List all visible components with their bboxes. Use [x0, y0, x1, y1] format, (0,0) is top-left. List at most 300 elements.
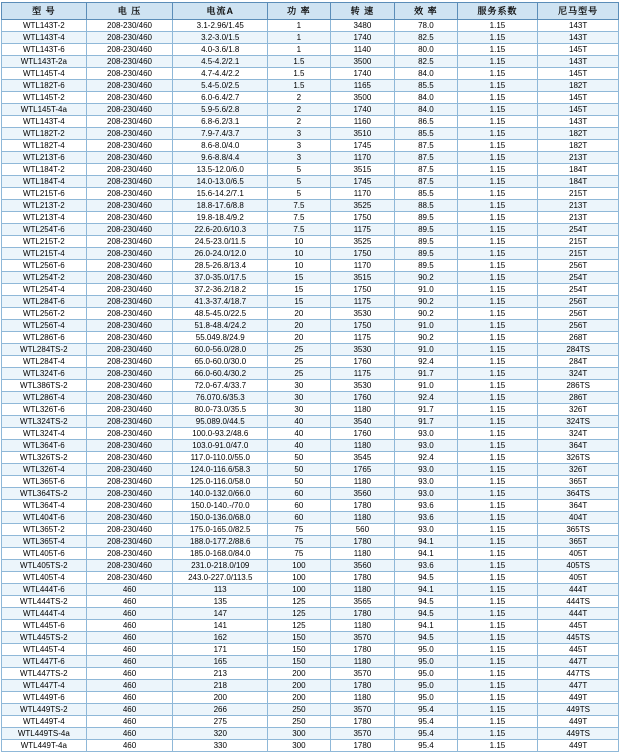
table-row [2, 284, 619, 296]
cell-speed: 3560 [330, 560, 395, 572]
table-row [2, 596, 619, 608]
cell-speed: 1140 [330, 44, 395, 56]
column-header-service-factor: 服务系数 [457, 3, 538, 20]
cell-power: 5 [268, 176, 331, 188]
cell-power: 200 [268, 680, 331, 692]
cell-current: 4.5-4.2/2.1 [173, 56, 268, 68]
cell-current: 80.0-73.0/35.5 [173, 404, 268, 416]
cell-speed: 1780 [330, 500, 395, 512]
cell-voltage: 460 [86, 740, 173, 752]
cell-efficiency: 94.1 [395, 620, 458, 632]
cell-current: 243.0-227.0/113.5 [173, 572, 268, 584]
cell-nema-model: 256T [538, 320, 619, 332]
cell-speed: 1750 [330, 212, 395, 224]
cell-service-factor: 1.15 [457, 644, 538, 656]
cell-power: 10 [268, 236, 331, 248]
cell-voltage: 208-230/460 [86, 104, 173, 116]
cell-speed: 1780 [330, 680, 395, 692]
cell-efficiency: 87.5 [395, 140, 458, 152]
cell-model: WTL404T-6 [2, 512, 87, 524]
cell-current: 14.0-13.0/6.5 [173, 176, 268, 188]
cell-current: 150.0-136.0/68.0 [173, 512, 268, 524]
cell-model: WTL182T-6 [2, 80, 87, 92]
cell-nema-model: 256T [538, 308, 619, 320]
cell-service-factor: 1.15 [457, 56, 538, 68]
cell-nema-model: 444TS [538, 596, 619, 608]
cell-speed: 1170 [330, 260, 395, 272]
cell-voltage: 460 [86, 656, 173, 668]
cell-nema-model: 256T [538, 296, 619, 308]
cell-efficiency: 95.0 [395, 656, 458, 668]
cell-power: 15 [268, 272, 331, 284]
column-header-voltage: 电 压 [86, 3, 173, 20]
cell-current: 76.070.6/35.3 [173, 392, 268, 404]
cell-power: 100 [268, 572, 331, 584]
cell-voltage: 208-230/460 [86, 44, 173, 56]
cell-efficiency: 91.7 [395, 416, 458, 428]
table-row [2, 128, 619, 140]
cell-efficiency: 95.4 [395, 740, 458, 752]
cell-power: 15 [268, 284, 331, 296]
cell-speed: 1170 [330, 152, 395, 164]
cell-nema-model: 284T [538, 356, 619, 368]
cell-nema-model: 364T [538, 500, 619, 512]
table-row [2, 452, 619, 464]
cell-voltage: 208-230/460 [86, 332, 173, 344]
cell-nema-model: 449TS [538, 728, 619, 740]
cell-efficiency: 86.5 [395, 116, 458, 128]
cell-speed: 1760 [330, 428, 395, 440]
cell-model: WTL449T-4a [2, 740, 87, 752]
cell-service-factor: 1.15 [457, 692, 538, 704]
cell-service-factor: 1.15 [457, 356, 538, 368]
cell-model: WTL215T-4 [2, 248, 87, 260]
cell-current: 100.0-93.2/48.6 [173, 428, 268, 440]
table-row [2, 200, 619, 212]
cell-voltage: 208-230/460 [86, 308, 173, 320]
cell-service-factor: 1.15 [457, 104, 538, 116]
cell-speed: 1765 [330, 464, 395, 476]
cell-service-factor: 1.15 [457, 152, 538, 164]
cell-model: WTL326T-6 [2, 404, 87, 416]
cell-model: WTL405TS-2 [2, 560, 87, 572]
cell-voltage: 460 [86, 644, 173, 656]
cell-current: 72.0-67.4/33.7 [173, 380, 268, 392]
cell-model: WTL405T-4 [2, 572, 87, 584]
cell-model: WTL444T-4 [2, 608, 87, 620]
cell-speed: 1165 [330, 80, 395, 92]
cell-current: 41.3-37.4/18.7 [173, 296, 268, 308]
cell-power: 20 [268, 308, 331, 320]
cell-power: 125 [268, 608, 331, 620]
cell-speed: 1760 [330, 356, 395, 368]
cell-power: 100 [268, 584, 331, 596]
cell-model: WTL326T-4 [2, 464, 87, 476]
cell-service-factor: 1.15 [457, 32, 538, 44]
cell-nema-model: 445T [538, 620, 619, 632]
cell-current: 6.0-6.4/2.7 [173, 92, 268, 104]
cell-nema-model: 254T [538, 284, 619, 296]
cell-power: 50 [268, 464, 331, 476]
cell-efficiency: 89.5 [395, 212, 458, 224]
cell-power: 1 [268, 20, 331, 32]
cell-current: 37.2-36.2/18.2 [173, 284, 268, 296]
cell-voltage: 208-230/460 [86, 212, 173, 224]
cell-current: 218 [173, 680, 268, 692]
cell-model: WTL324T-4 [2, 428, 87, 440]
cell-efficiency: 94.5 [395, 608, 458, 620]
cell-current: 124.0-116.6/58.3 [173, 464, 268, 476]
cell-power: 75 [268, 524, 331, 536]
cell-power: 200 [268, 692, 331, 704]
cell-service-factor: 1.15 [457, 344, 538, 356]
cell-current: 15.6-14.2/7.1 [173, 188, 268, 200]
cell-speed: 1780 [330, 536, 395, 548]
cell-speed: 3570 [330, 632, 395, 644]
cell-efficiency: 93.6 [395, 560, 458, 572]
cell-efficiency: 91.0 [395, 320, 458, 332]
cell-voltage: 460 [86, 680, 173, 692]
cell-efficiency: 93.0 [395, 488, 458, 500]
cell-voltage: 208-230/460 [86, 428, 173, 440]
cell-voltage: 460 [86, 668, 173, 680]
cell-service-factor: 1.15 [457, 716, 538, 728]
cell-voltage: 208-230/460 [86, 68, 173, 80]
cell-service-factor: 1.15 [457, 380, 538, 392]
table-row [2, 572, 619, 584]
table-row [2, 464, 619, 476]
table-row [2, 392, 619, 404]
table-row [2, 224, 619, 236]
cell-model: WTL405T-6 [2, 548, 87, 560]
cell-nema-model: 405T [538, 548, 619, 560]
cell-nema-model: 365TS [538, 524, 619, 536]
cell-voltage: 208-230/460 [86, 368, 173, 380]
cell-nema-model: 449T [538, 716, 619, 728]
cell-speed: 3570 [330, 704, 395, 716]
cell-service-factor: 1.15 [457, 572, 538, 584]
cell-nema-model: 447TS [538, 668, 619, 680]
cell-speed: 1760 [330, 392, 395, 404]
cell-voltage: 460 [86, 620, 173, 632]
cell-speed: 3530 [330, 308, 395, 320]
cell-service-factor: 1.15 [457, 284, 538, 296]
table-row [2, 248, 619, 260]
table-row [2, 80, 619, 92]
cell-voltage: 460 [86, 692, 173, 704]
cell-power: 200 [268, 668, 331, 680]
cell-efficiency: 91.7 [395, 404, 458, 416]
cell-efficiency: 78.0 [395, 20, 458, 32]
cell-service-factor: 1.15 [457, 176, 538, 188]
cell-current: 66.0-60.4/30.2 [173, 368, 268, 380]
cell-model: WTL286T-6 [2, 332, 87, 344]
cell-efficiency: 89.5 [395, 224, 458, 236]
table-row [2, 320, 619, 332]
cell-nema-model: 143T [538, 56, 619, 68]
cell-nema-model: 286T [538, 392, 619, 404]
cell-speed: 1780 [330, 644, 395, 656]
cell-speed: 3480 [330, 20, 395, 32]
cell-voltage: 208-230/460 [86, 416, 173, 428]
cell-speed: 3500 [330, 56, 395, 68]
table-row [2, 728, 619, 740]
table-row [2, 308, 619, 320]
cell-current: 6.8-6.2/3.1 [173, 116, 268, 128]
table-row [2, 476, 619, 488]
cell-power: 30 [268, 404, 331, 416]
cell-current: 165 [173, 656, 268, 668]
cell-speed: 3515 [330, 272, 395, 284]
cell-efficiency: 90.2 [395, 308, 458, 320]
cell-power: 25 [268, 344, 331, 356]
cell-voltage: 208-230/460 [86, 476, 173, 488]
cell-nema-model: 449T [538, 740, 619, 752]
cell-current: 22.6-20.6/10.3 [173, 224, 268, 236]
cell-nema-model: 405TS [538, 560, 619, 572]
cell-efficiency: 95.0 [395, 692, 458, 704]
cell-model: WTL254T-6 [2, 224, 87, 236]
table-row [2, 68, 619, 80]
cell-efficiency: 93.0 [395, 524, 458, 536]
cell-power: 1.5 [268, 80, 331, 92]
cell-voltage: 208-230/460 [86, 236, 173, 248]
cell-service-factor: 1.15 [457, 188, 538, 200]
table-row [2, 740, 619, 752]
table-row [2, 644, 619, 656]
cell-current: 7.9-7.4/3.7 [173, 128, 268, 140]
cell-speed: 3545 [330, 452, 395, 464]
table-row [2, 620, 619, 632]
cell-speed: 1750 [330, 248, 395, 260]
cell-current: 275 [173, 716, 268, 728]
cell-voltage: 208-230/460 [86, 260, 173, 272]
cell-nema-model: 184T [538, 164, 619, 176]
cell-speed: 1175 [330, 224, 395, 236]
cell-current: 200 [173, 692, 268, 704]
cell-model: WTL256T-6 [2, 260, 87, 272]
cell-service-factor: 1.15 [457, 524, 538, 536]
cell-nema-model: 324T [538, 428, 619, 440]
cell-efficiency: 88.5 [395, 200, 458, 212]
cell-power: 7.5 [268, 200, 331, 212]
cell-current: 330 [173, 740, 268, 752]
cell-model: WTL215T-2 [2, 236, 87, 248]
table-row [2, 236, 619, 248]
table-row [2, 260, 619, 272]
cell-efficiency: 93.0 [395, 440, 458, 452]
table-row [2, 608, 619, 620]
cell-power: 3 [268, 128, 331, 140]
cell-service-factor: 1.15 [457, 488, 538, 500]
cell-nema-model: 324T [538, 368, 619, 380]
cell-service-factor: 1.15 [457, 128, 538, 140]
cell-service-factor: 1.15 [457, 656, 538, 668]
cell-power: 3 [268, 152, 331, 164]
cell-speed: 3530 [330, 344, 395, 356]
cell-current: 8.6-8.0/4.0 [173, 140, 268, 152]
cell-nema-model: 445T [538, 644, 619, 656]
column-header-speed: 转 速 [330, 3, 395, 20]
cell-service-factor: 1.15 [457, 308, 538, 320]
table-row [2, 356, 619, 368]
cell-model: WTL145T-4a [2, 104, 87, 116]
cell-model: WTL449T-6 [2, 692, 87, 704]
cell-current: 125.0-116.0/58.0 [173, 476, 268, 488]
cell-service-factor: 1.15 [457, 704, 538, 716]
cell-current: 162 [173, 632, 268, 644]
cell-service-factor: 1.15 [457, 92, 538, 104]
cell-model: WTL256T-2 [2, 308, 87, 320]
table-row [2, 632, 619, 644]
column-header-current: 电流A [173, 3, 268, 20]
cell-service-factor: 1.15 [457, 116, 538, 128]
table-row [2, 512, 619, 524]
cell-efficiency: 90.2 [395, 296, 458, 308]
cell-power: 10 [268, 260, 331, 272]
table-row [2, 344, 619, 356]
cell-efficiency: 93.0 [395, 428, 458, 440]
cell-voltage: 208-230/460 [86, 344, 173, 356]
cell-power: 2 [268, 104, 331, 116]
column-header-nema-model: 尼马型号 [538, 3, 619, 20]
cell-power: 75 [268, 536, 331, 548]
cell-current: 117.0-110.0/55.0 [173, 452, 268, 464]
cell-power: 2 [268, 116, 331, 128]
cell-model: WTL284T-6 [2, 296, 87, 308]
cell-service-factor: 1.15 [457, 452, 538, 464]
cell-voltage: 208-230/460 [86, 248, 173, 260]
cell-efficiency: 92.4 [395, 356, 458, 368]
cell-service-factor: 1.15 [457, 728, 538, 740]
column-header-efficiency: 效 率 [395, 3, 458, 20]
table-row [2, 92, 619, 104]
table-row [2, 152, 619, 164]
cell-nema-model: 326TS [538, 452, 619, 464]
cell-service-factor: 1.15 [457, 680, 538, 692]
cell-service-factor: 1.15 [457, 548, 538, 560]
cell-nema-model: 444T [538, 608, 619, 620]
cell-service-factor: 1.15 [457, 440, 538, 452]
cell-nema-model: 215T [538, 236, 619, 248]
cell-nema-model: 145T [538, 68, 619, 80]
cell-service-factor: 1.15 [457, 200, 538, 212]
cell-model: WTL386TS-2 [2, 380, 87, 392]
cell-power: 15 [268, 296, 331, 308]
cell-model: WTL184T-4 [2, 176, 87, 188]
cell-service-factor: 1.15 [457, 20, 538, 32]
cell-current: 175.0-165.0/82.5 [173, 524, 268, 536]
table-row [2, 440, 619, 452]
cell-voltage: 208-230/460 [86, 56, 173, 68]
cell-power: 30 [268, 380, 331, 392]
cell-model: WTL364T-6 [2, 440, 87, 452]
cell-efficiency: 91.0 [395, 284, 458, 296]
cell-model: WTL324TS-2 [2, 416, 87, 428]
table-row [2, 584, 619, 596]
cell-efficiency: 87.5 [395, 164, 458, 176]
table-row [2, 44, 619, 56]
table-row [2, 656, 619, 668]
cell-power: 2 [268, 92, 331, 104]
cell-service-factor: 1.15 [457, 272, 538, 284]
cell-efficiency: 89.5 [395, 260, 458, 272]
cell-voltage: 208-230/460 [86, 200, 173, 212]
cell-voltage: 208-230/460 [86, 320, 173, 332]
cell-efficiency: 94.1 [395, 584, 458, 596]
cell-model: WTL254T-4 [2, 284, 87, 296]
cell-voltage: 208-230/460 [86, 524, 173, 536]
cell-current: 51.8-48.4/24.2 [173, 320, 268, 332]
cell-speed: 1750 [330, 320, 395, 332]
cell-efficiency: 95.0 [395, 644, 458, 656]
cell-speed: 3540 [330, 416, 395, 428]
cell-service-factor: 1.15 [457, 668, 538, 680]
cell-nema-model: 365T [538, 536, 619, 548]
cell-speed: 3510 [330, 128, 395, 140]
cell-current: 266 [173, 704, 268, 716]
cell-nema-model: 449T [538, 692, 619, 704]
cell-nema-model: 182T [538, 140, 619, 152]
cell-nema-model: 184T [538, 176, 619, 188]
cell-voltage: 460 [86, 608, 173, 620]
cell-current: 231.0-218.0/109 [173, 560, 268, 572]
cell-nema-model: 256T [538, 260, 619, 272]
cell-model: WTL145T-4 [2, 68, 87, 80]
cell-nema-model: 326T [538, 404, 619, 416]
cell-power: 50 [268, 452, 331, 464]
cell-model: WTL213T-4 [2, 212, 87, 224]
cell-voltage: 208-230/460 [86, 224, 173, 236]
table-row [2, 524, 619, 536]
cell-speed: 560 [330, 524, 395, 536]
cell-power: 125 [268, 596, 331, 608]
cell-power: 25 [268, 368, 331, 380]
cell-service-factor: 1.15 [457, 224, 538, 236]
cell-model: WTL182T-2 [2, 128, 87, 140]
cell-efficiency: 94.5 [395, 632, 458, 644]
cell-nema-model: 447T [538, 680, 619, 692]
cell-current: 18.8-17.6/8.8 [173, 200, 268, 212]
cell-current: 3.1-2.96/1.45 [173, 20, 268, 32]
cell-speed: 3515 [330, 164, 395, 176]
table-row [2, 680, 619, 692]
cell-nema-model: 213T [538, 152, 619, 164]
cell-voltage: 460 [86, 584, 173, 596]
table-row [2, 116, 619, 128]
cell-current: 5.9-5.6/2.8 [173, 104, 268, 116]
cell-voltage: 208-230/460 [86, 116, 173, 128]
cell-speed: 1180 [330, 440, 395, 452]
cell-model: WTL213T-6 [2, 152, 87, 164]
cell-model: WTL182T-4 [2, 140, 87, 152]
cell-nema-model: 213T [538, 200, 619, 212]
cell-efficiency: 80.0 [395, 44, 458, 56]
cell-voltage: 208-230/460 [86, 272, 173, 284]
cell-voltage: 460 [86, 632, 173, 644]
cell-power: 40 [268, 428, 331, 440]
cell-efficiency: 84.0 [395, 68, 458, 80]
cell-efficiency: 82.5 [395, 56, 458, 68]
table-row [2, 704, 619, 716]
cell-nema-model: 182T [538, 80, 619, 92]
table-row [2, 536, 619, 548]
cell-current: 9.6-8.8/4.4 [173, 152, 268, 164]
cell-efficiency: 90.2 [395, 272, 458, 284]
table-header-row [2, 3, 619, 20]
cell-voltage: 208-230/460 [86, 20, 173, 32]
cell-voltage: 208-230/460 [86, 452, 173, 464]
